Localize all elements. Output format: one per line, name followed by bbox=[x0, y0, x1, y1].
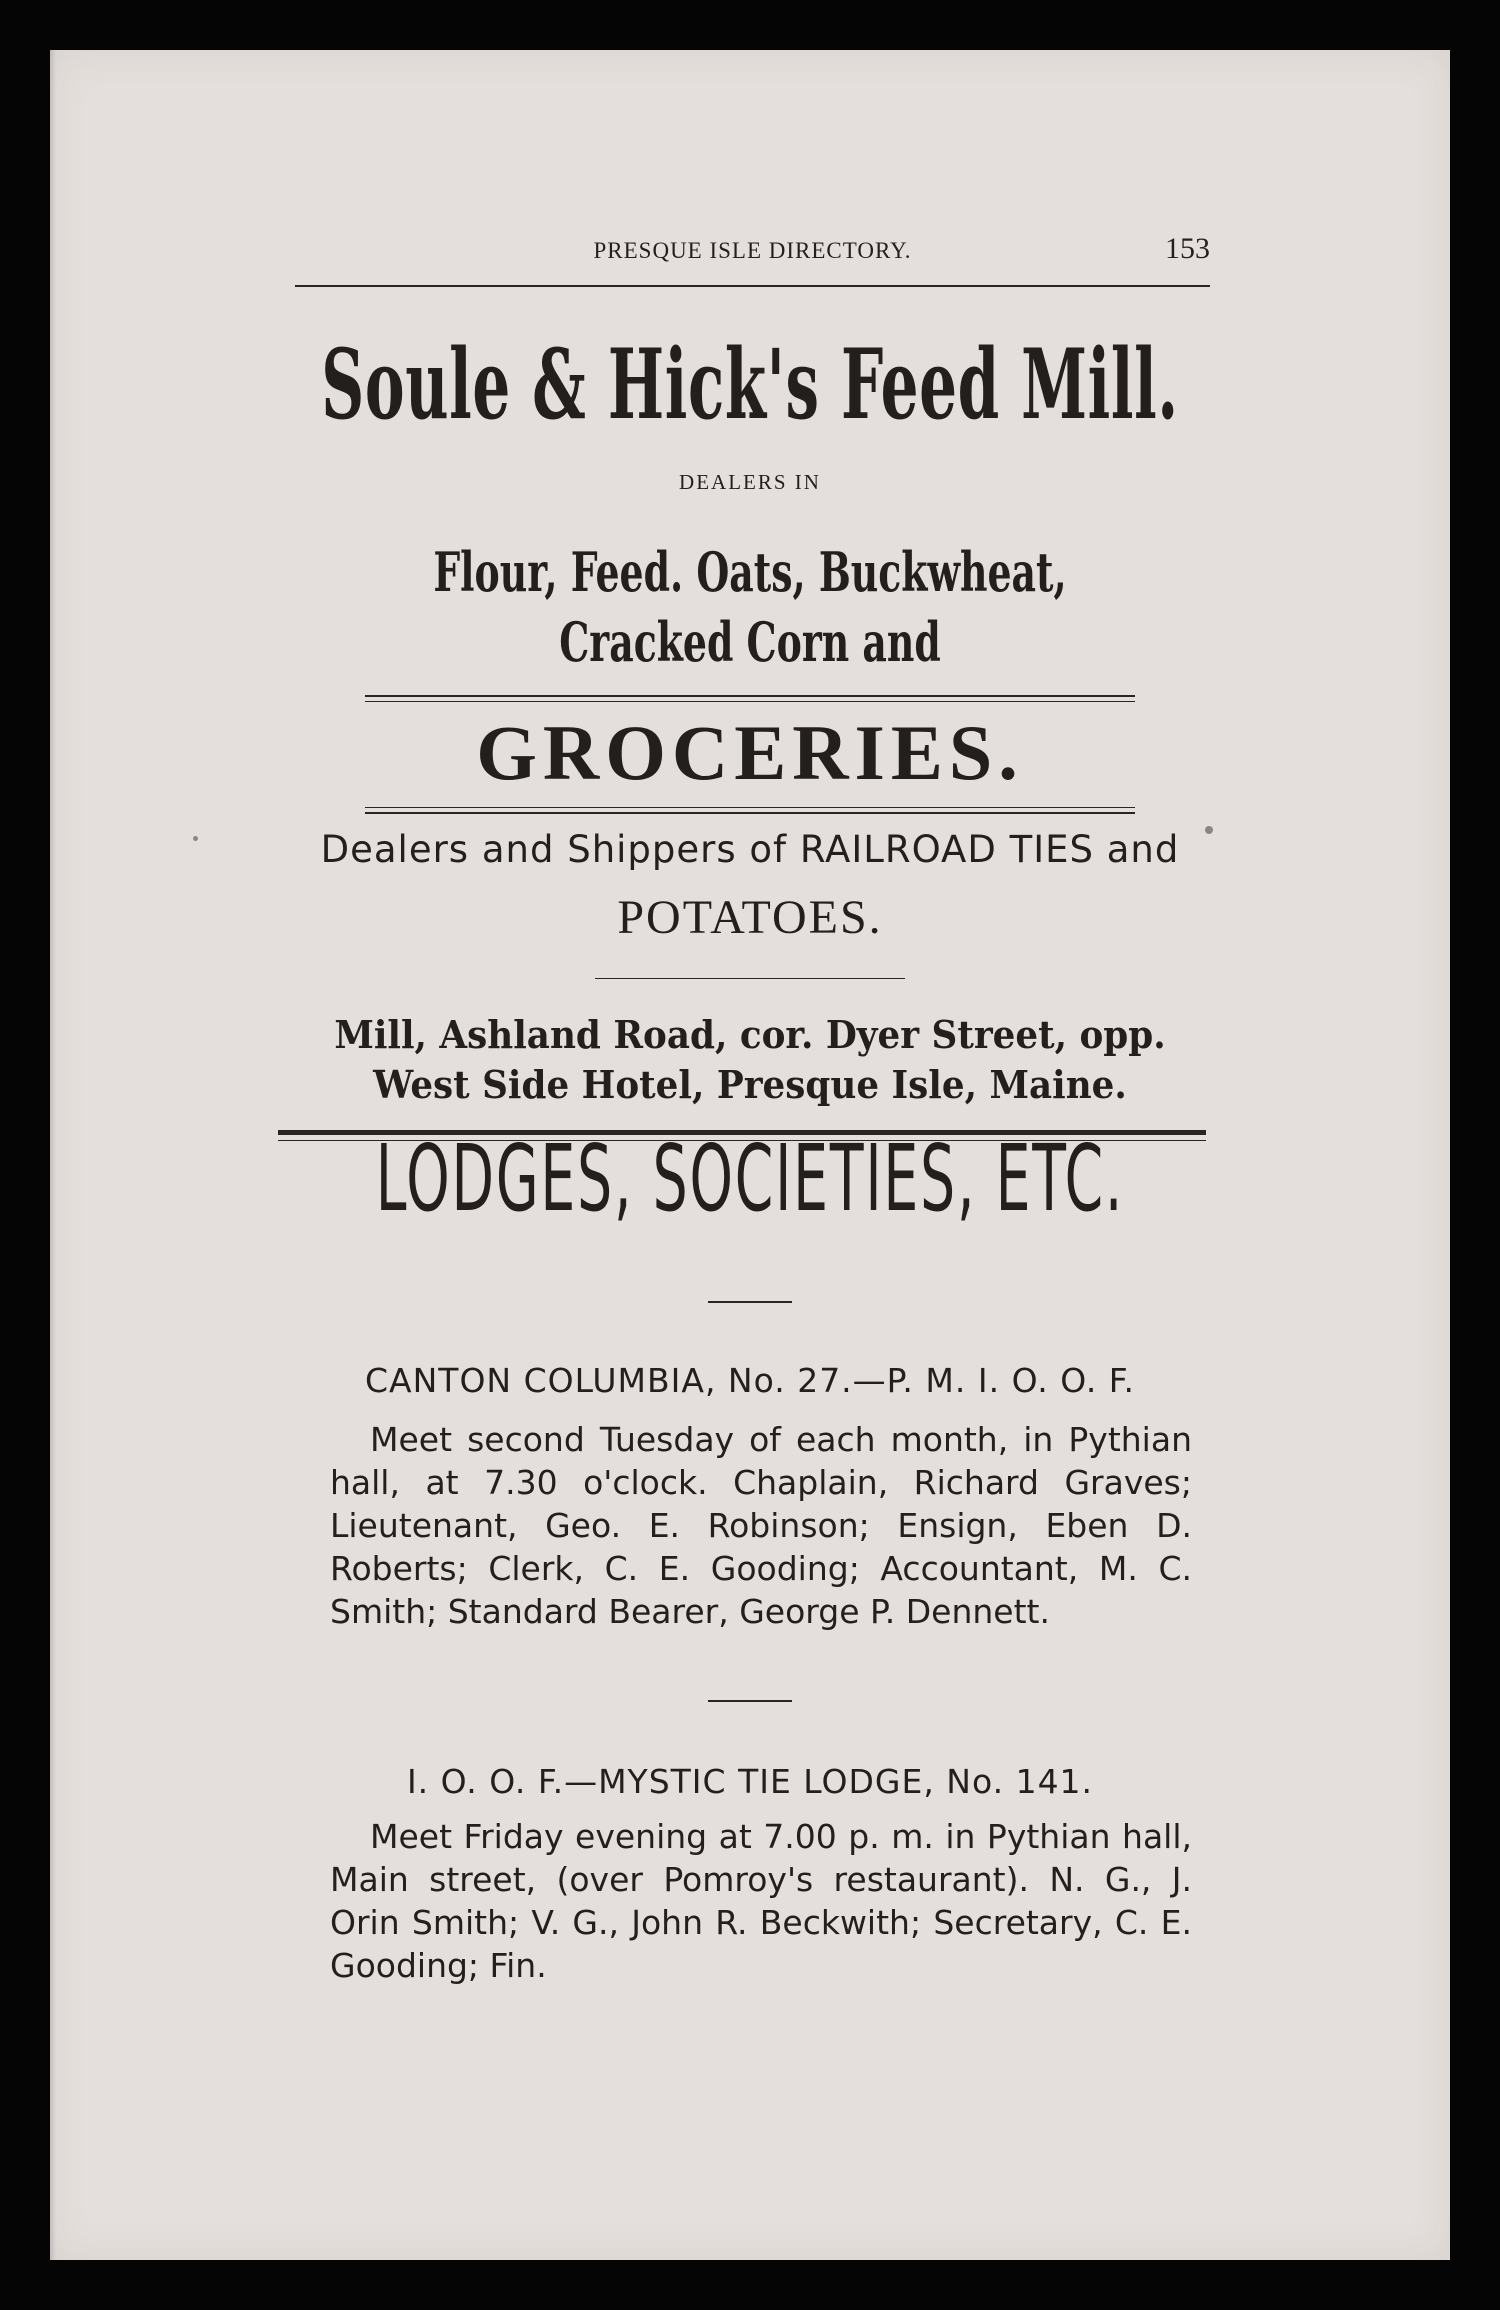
page-number: 153 bbox=[1165, 232, 1210, 265]
running-head-rule bbox=[295, 285, 1210, 287]
entry-body-canton-columbia: Meet second Tuesday of each month, in Pythian hall, at 7.30 o'clock. Chaplain, Richard Graves; Lieutenant, Geo. E. Robinson; Ensign, Eben D. Roberts; Clerk, C. E. Gooding; Accountant, M. C. Smith; Standard Bearer, George P. Dennett. bbox=[330, 1420, 1192, 1631]
paper-speck bbox=[193, 836, 198, 841]
entry-heading-canton-columbia: CANTON COLUMBIA, No. 27.—P. M. I. O. O. F. bbox=[365, 1361, 1135, 1400]
address-line-2: West Side Hotel, Presque Isle, Maine. bbox=[373, 1062, 1127, 1107]
dealers-in-label: DEALERS IN bbox=[679, 470, 821, 494]
section-title: LODGES, SOCIETIES, ETC. bbox=[375, 1125, 1125, 1232]
entry-body-mystic-tie: Meet Friday evening at 7.00 p. m. in Pythian hall, Main street, (over Pomroy's restaurant). N. G., J. Orin Smith; V. G., John R. Beckwith; Secretary, C. E. Gooding; Fin. bbox=[330, 1817, 1192, 1985]
address-line-1: Mill, Ashland Road, cor. Dyer Street, opp. bbox=[334, 1012, 1166, 1057]
groceries-bottom-rule-1 bbox=[365, 807, 1135, 808]
groceries-top-rule-2 bbox=[365, 701, 1135, 702]
paper-speck bbox=[1205, 826, 1213, 834]
running-head bbox=[295, 232, 1210, 272]
potatoes-rule bbox=[595, 978, 905, 979]
groceries-heading: GROCERIES. bbox=[476, 709, 1024, 796]
groceries-bottom-rule-2 bbox=[365, 812, 1135, 814]
entry-divider bbox=[708, 1700, 792, 1702]
page-edge-shadow bbox=[50, 50, 56, 2260]
directory-page bbox=[50, 50, 1450, 2260]
section-title-rule bbox=[708, 1301, 792, 1303]
advertisement-title: Soule & Hick's Feed Mill. bbox=[321, 328, 1179, 441]
groceries-top-rule-1 bbox=[365, 695, 1135, 697]
goods-line-1: Flour, Feed. Oats, Buckwheat, bbox=[433, 540, 1067, 604]
shippers-line: Dealers and Shippers of RAILROAD TIES and bbox=[320, 828, 1180, 871]
potatoes-line: POTATOES. bbox=[617, 891, 883, 944]
goods-line-2: Cracked Corn and bbox=[559, 610, 941, 674]
entry-heading-mystic-tie: I. O. O. F.—MYSTIC TIE LODGE, No. 141. bbox=[406, 1762, 1094, 1801]
running-head-title: PRESQUE ISLE DIRECTORY. bbox=[593, 238, 912, 263]
